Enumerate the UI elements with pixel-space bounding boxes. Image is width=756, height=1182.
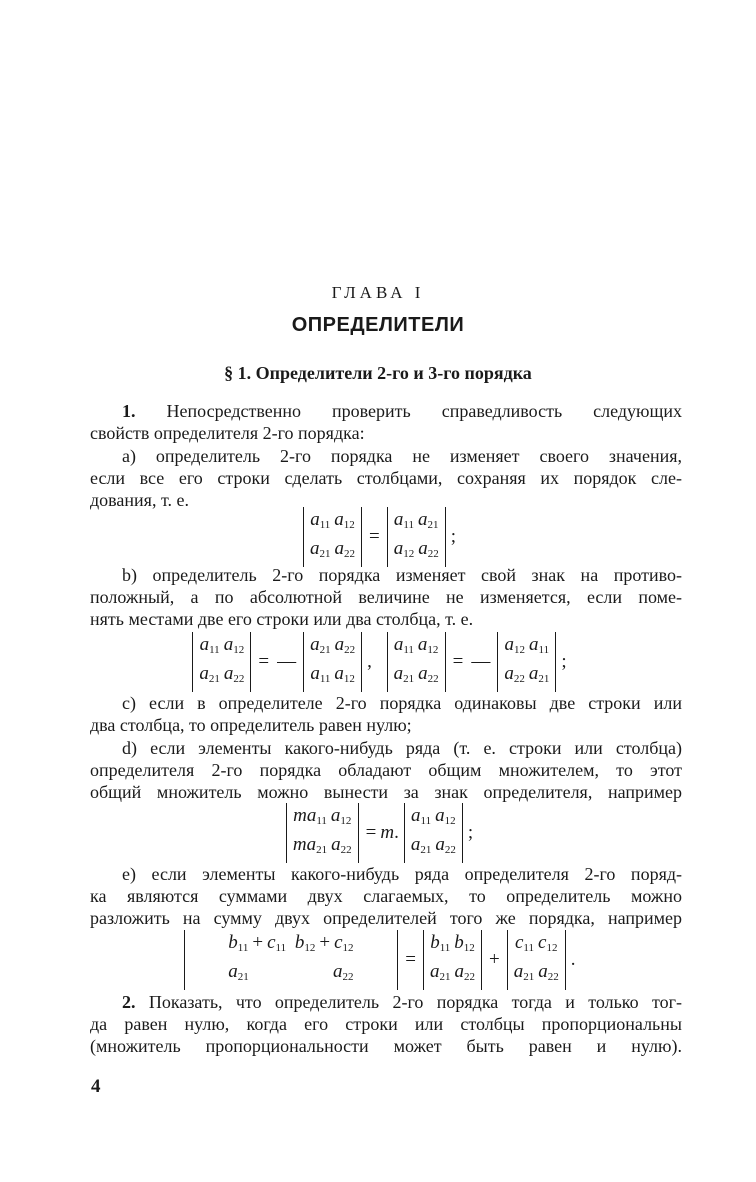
determinant: $a_{21}$ $a_{22}$ $a_{11}$ $a_{12}$ — [303, 632, 362, 692]
formula-transpose: $a_{11}$ $a_{12}$ $a_{21}$ $a_{22}$ = $a_{11}$ $a_{21}$ $a_{12}$ $a_{22}$ ; — [0, 507, 756, 567]
determinant: $a_{11}$ $a_{12}$ $a_{21}$ $a_{22}$ — [303, 507, 362, 567]
item-d-line2: определителя 2-го порядка обладают общим множителем, то этот — [90, 760, 682, 780]
item-b-line1: b) определитель 2-го порядка изменяет свой знак на противо- — [122, 565, 682, 585]
page-number: 4 — [91, 1076, 101, 1097]
section-title: § 1. Определители 2-го и 3-го порядка — [224, 363, 532, 383]
item-e-line1: е) если элементы какого-нибудь ряда определителя 2-го поряд- — [122, 864, 682, 884]
problem1-intro-text: Непосредственно проверить справедливость следующих — [166, 401, 682, 421]
determinant: $b_{11} + c_{11}$ $b_{12} + c_{12}$ $a_{21}$ $a_{22}$ — [184, 930, 399, 990]
problem2-text: Показать, что определитель 2-го порядка тогда и только тог- — [148, 992, 683, 1012]
determinant: $a_{11}$ $a_{12}$ $a_{21}$ $a_{22}$ — [192, 632, 251, 692]
determinant: $a_{12}$ $a_{11}$ $a_{22}$ $a_{21}$ — [497, 632, 556, 692]
determinant: $b_{11}$ $b_{12}$ $a_{21}$ $a_{22}$ — [423, 930, 482, 990]
determinant: $a_{11}$ $a_{21}$ $a_{12}$ $a_{22}$ — [387, 507, 446, 567]
item-a-line1: а) определитель 2-го порядка не изменяет своего значения, — [122, 446, 682, 466]
item-a-line2: если все его строки сделать столбцами, сохраняя их порядок сле- — [90, 468, 682, 488]
item-e-line2: ка являются суммами двух слагаемых, то определитель можно — [90, 886, 682, 906]
problem2-line3: (множитель пропорциональности может быть равен и нулю). — [90, 1036, 682, 1056]
item-c-line2: два столбца, то определитель равен нулю; — [90, 715, 412, 735]
problem2-line2: да равен нулю, когда его строки или столбцы пропорциональны — [90, 1014, 682, 1034]
determinant: $ma_{11}$ $a_{12}$ $ma_{21}$ $a_{22}$ — [286, 803, 359, 863]
chapter-label: ГЛАВА I — [331, 283, 425, 302]
formula-swap: $a_{11}$ $a_{12}$ $a_{21}$ $a_{22}$ = — $a_{21}$ $a_{22}$ $a_{11}$ $a_{12}$ , $a_{11}$ $a_{12}$ $a_{21}$ $a_{22}$ = — $a_{12}$ $a_{11}$ $a_{22}$ $a_{21}$ ; — [0, 632, 756, 692]
item-e-line3: разложить на сумму двух определителей того же порядка, например — [90, 908, 682, 928]
problem1-intro-line2: свойств определителя 2-го порядка: — [90, 423, 365, 443]
chapter-title: ОПРЕДЕЛИТЕЛИ — [291, 314, 465, 336]
item-c-line1: с) если в определителе 2-го порядка одинаковы две строки или — [122, 693, 682, 713]
item-d-line3: общий множитель можно вынести за знак определителя, например — [90, 782, 682, 802]
item-a-line3: дования, т. е. — [90, 490, 189, 510]
formula-common-factor: $ma_{11}$ $a_{12}$ $ma_{21}$ $a_{22}$ = m. $a_{11}$ $a_{12}$ $a_{21}$ $a_{22}$ ; — [0, 803, 756, 863]
formula-sum-split: $b_{11} + c_{11}$ $b_{12} + c_{12}$ $a_{21}$ $a_{22}$ = $b_{11}$ $b_{12}$ $a_{21}$ $a_{22}$ + $c_{11}$ $c_{12}$ $a_{21}$ $a_{22}$ . — [0, 930, 756, 990]
determinant: $c_{11}$ $c_{12}$ $a_{21}$ $a_{22}$ — [507, 930, 566, 990]
item-b-line2: положный, а по абсолютной величине не изменяется, если поме- — [90, 587, 682, 607]
problem1-intro-line1 — [122, 400, 682, 422]
problem2-line1 — [122, 991, 682, 1013]
item-d-line1: d) если элементы какого-нибудь ряда (т. е. строки или столбца) — [122, 738, 682, 758]
item-b-line3: нять местами две его строки или два столбца, т. е. — [90, 609, 474, 629]
determinant: $a_{11}$ $a_{12}$ $a_{21}$ $a_{22}$ — [387, 632, 446, 692]
determinant: $a_{11}$ $a_{12}$ $a_{21}$ $a_{22}$ — [404, 803, 463, 863]
problem2-number: 2. — [122, 992, 136, 1012]
problem1-number: 1. — [122, 401, 136, 421]
